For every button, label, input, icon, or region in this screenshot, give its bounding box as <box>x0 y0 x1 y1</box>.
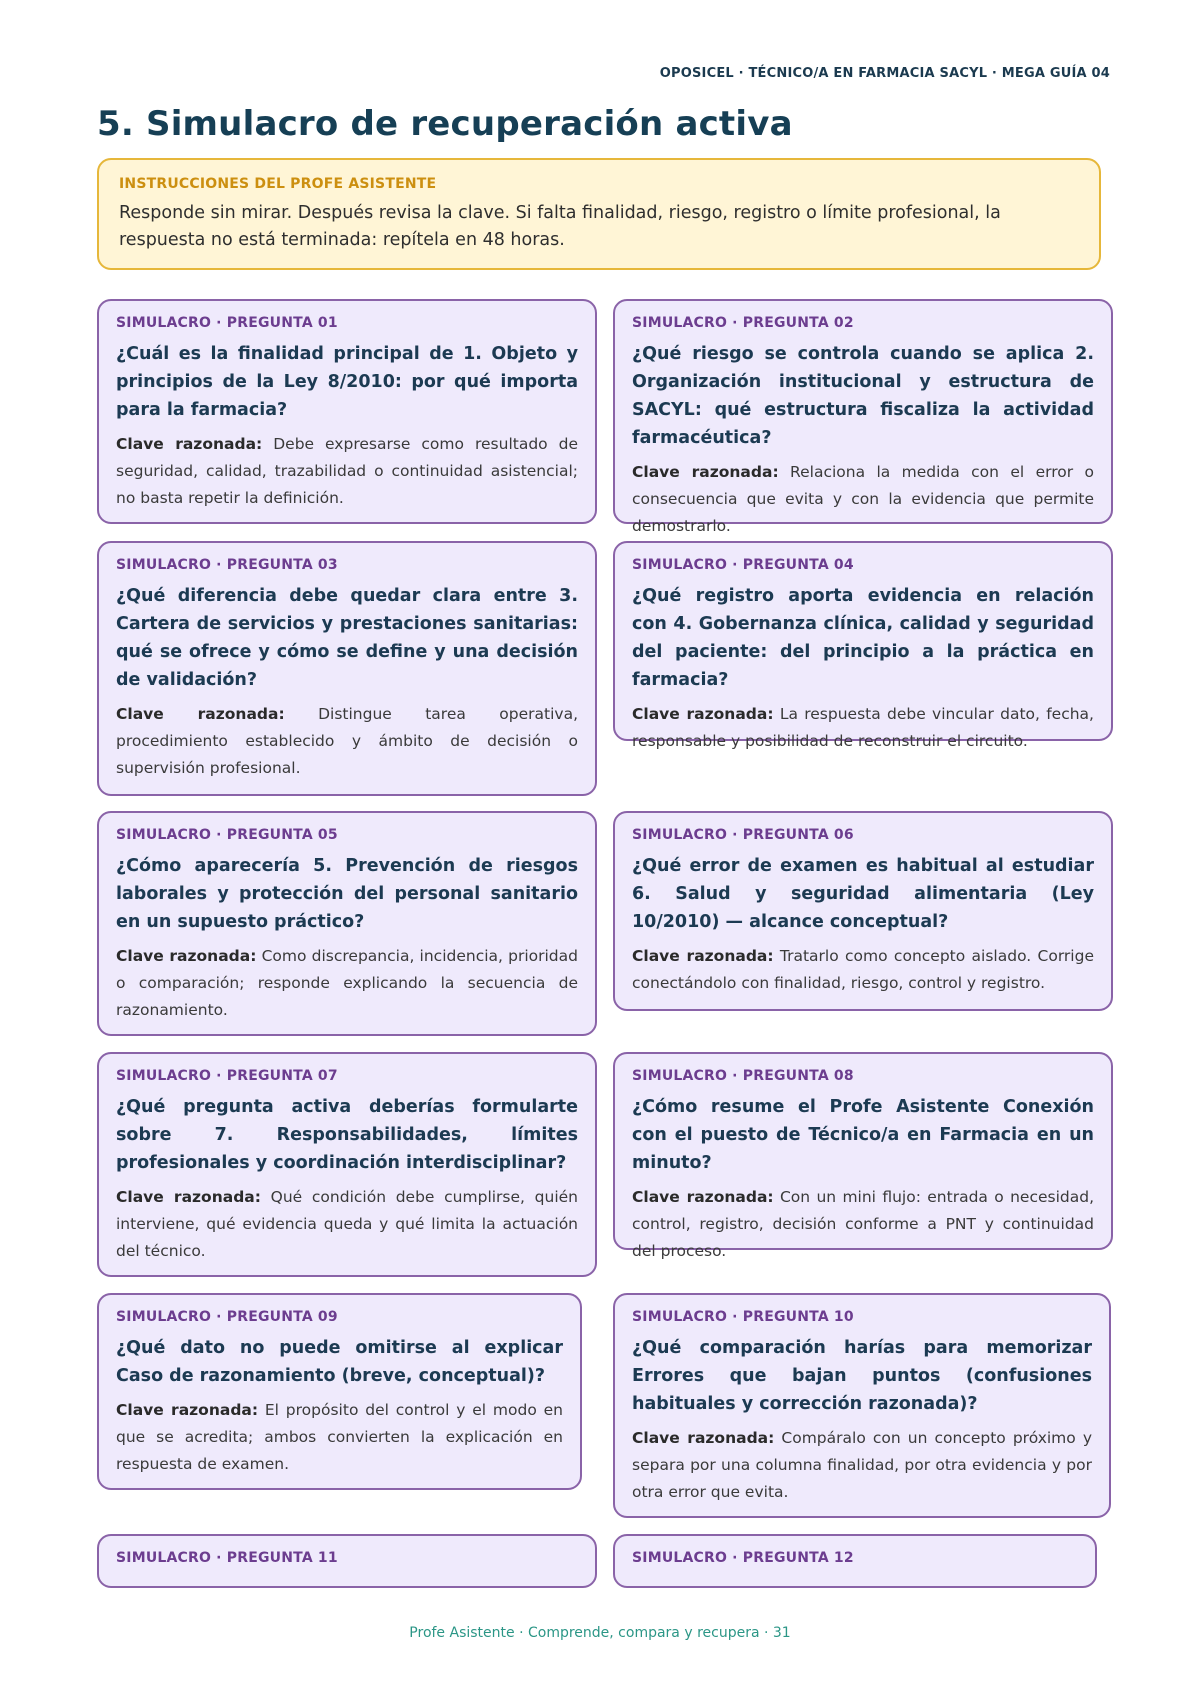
card-label: SIMULACRO · PREGUNTA 09 <box>116 1309 338 1325</box>
card-label: SIMULACRO · PREGUNTA 07 <box>116 1068 338 1084</box>
card-question: ¿Qué comparación harías para memorizar Errores que bajan puntos (confusiones habituales y corrección razonada)? <box>632 1338 1092 1414</box>
answer-text: Con un mini flujo: entrada o necesidad, control, registro, decisión conforme a PNT y continuidad del proceso. <box>632 1188 1094 1260</box>
card-answer <box>632 459 1094 540</box>
question-card-08 <box>613 1052 1113 1260</box>
card-label: SIMULACRO · PREGUNTA 10 <box>632 1309 854 1325</box>
answer-text: Tratarlo como concepto aislado. Corrige conectándolo con finalidad, riesgo, control y registro. <box>632 947 1094 992</box>
answer-key-label: Clave razonada: <box>632 947 774 965</box>
page-title: 5. Simulacro de recuperación activa <box>97 104 793 144</box>
card-question: ¿Cuál es la finalidad principal de 1. Objeto y principios de la Ley 8/2010: por qué importa para la farmacia? <box>116 344 578 420</box>
running-header: OPOSICEL · TÉCNICO/A EN FARMACIA SACYL · MEGA GUÍA 04 <box>659 66 1110 81</box>
answer-key-label: Clave razonada: <box>632 705 774 723</box>
answer-text: Relaciona la medida con el error o consecuencia que evita y con la evidencia que permite demostrarlo. <box>632 463 1094 535</box>
question-card-04 <box>613 541 1113 750</box>
answer-text: Qué condición debe cumplirse, quién interviene, qué evidencia queda y qué limita la actuación del técnico. <box>116 1188 578 1260</box>
answer-key-label: Clave razonada: <box>116 1188 261 1206</box>
card-question: ¿Qué registro aporta evidencia en relación con 4. Gobernanza clínica, calidad y seguridad del paciente: del principio a la práctica en farmacia? <box>632 586 1094 690</box>
card-label: SIMULACRO · PREGUNTA 06 <box>632 827 854 843</box>
card-answer <box>116 943 578 1024</box>
card-label: SIMULACRO · PREGUNTA 05 <box>116 827 338 843</box>
question-card-11 <box>97 1534 597 1588</box>
card-question: ¿Cómo aparecería 5. Prevención de riesgos laborales y protección del personal sanitario en un supuesto práctico? <box>116 856 578 932</box>
card-label: SIMULACRO · PREGUNTA 11 <box>116 1550 338 1566</box>
card-answer <box>116 701 578 782</box>
answer-text: El propósito del control y el modo en que se acredita; ambos convierten la explicación en respuesta de examen. <box>116 1401 563 1473</box>
card-answer <box>632 1425 1092 1506</box>
instructions-body: Responde sin mirar. Después revisa la clave. Si falta finalidad, riesgo, registro o límite profesional, la respuesta no está terminada: repítela en 48 horas. <box>119 203 1001 250</box>
card-question: ¿Qué dato no puede omitirse al explicar Caso de razonamiento (breve, conceptual)? <box>116 1338 563 1386</box>
card-answer <box>632 1184 1094 1265</box>
answer-key-label: Clave razonada: <box>116 705 285 723</box>
question-card-02 <box>613 299 1113 535</box>
answer-text: Distingue tarea operativa, procedimiento establecido y ámbito de decisión o supervisión profesional. <box>116 705 578 777</box>
question-card-12 <box>613 1534 1097 1588</box>
answer-key-label: Clave razonada: <box>632 1188 774 1206</box>
card-label: SIMULACRO · PREGUNTA 08 <box>632 1068 854 1084</box>
question-card-03 <box>97 541 597 796</box>
answer-text: La respuesta debe vincular dato, fecha, responsable y posibilidad de reconstruir el circuito. <box>632 705 1094 750</box>
answer-key-label: Clave razonada: <box>632 463 779 481</box>
card-answer <box>632 701 1094 755</box>
card-label: SIMULACRO · PREGUNTA 12 <box>632 1550 854 1566</box>
card-question: ¿Qué diferencia debe quedar clara entre 3. Cartera de servicios y prestaciones sanitarias: qué se ofrece y cómo se define y una decisión de validación? <box>116 586 578 690</box>
card-question: ¿Qué riesgo se controla cuando se aplica 2. Organización institucional y estructura de SACYL: qué estructura fiscaliza la actividad farmacéutica? <box>632 344 1094 448</box>
card-label: SIMULACRO · PREGUNTA 01 <box>116 315 338 331</box>
instructions-box <box>97 158 1101 270</box>
card-answer <box>116 1397 563 1478</box>
card-label: SIMULACRO · PREGUNTA 04 <box>632 557 854 573</box>
card-question: ¿Cómo resume el Profe Asistente Conexión con el puesto de Técnico/a en Farmacia en un minuto? <box>632 1097 1094 1173</box>
card-answer <box>632 943 1094 997</box>
question-card-06 <box>613 811 1113 1011</box>
answer-text: Debe expresarse como resultado de seguridad, calidad, trazabilidad o continuidad asistencial; no basta repetir la definición. <box>116 435 578 507</box>
card-answer <box>116 1184 578 1265</box>
answer-key-label: Clave razonada: <box>116 435 263 453</box>
card-question: ¿Qué error de examen es habitual al estudiar 6. Salud y seguridad alimentaria (Ley 10/2010) — alcance conceptual? <box>632 856 1094 932</box>
question-card-01 <box>97 299 597 524</box>
card-question: ¿Qué pregunta activa deberías formularte sobre 7. Responsabilidades, límites profesionales y coordinación interdisciplinar? <box>116 1097 578 1173</box>
question-card-07 <box>97 1052 597 1277</box>
card-label: SIMULACRO · PREGUNTA 03 <box>116 557 338 573</box>
card-label: SIMULACRO · PREGUNTA 02 <box>632 315 854 331</box>
answer-text: Como discrepancia, incidencia, prioridad o comparación; responde explicando la secuencia de razonamiento. <box>116 947 578 1019</box>
question-card-10 <box>613 1293 1111 1518</box>
question-card-09 <box>97 1293 582 1490</box>
answer-key-label: Clave razonada: <box>116 1401 259 1419</box>
instructions-title: INSTRUCCIONES DEL PROFE ASISTENTE <box>119 176 437 192</box>
page-footer: Profe Asistente · Comprende, compara y recupera · 31 <box>409 1625 791 1641</box>
question-card-05 <box>97 811 597 1036</box>
answer-text: Compáralo con un concepto próximo y separa por una columna finalidad, por otra evidencia y por otra error que evita. <box>632 1429 1092 1501</box>
answer-key-label: Clave razonada: <box>632 1429 775 1447</box>
card-answer <box>116 431 578 512</box>
answer-key-label: Clave razonada: <box>116 947 257 965</box>
